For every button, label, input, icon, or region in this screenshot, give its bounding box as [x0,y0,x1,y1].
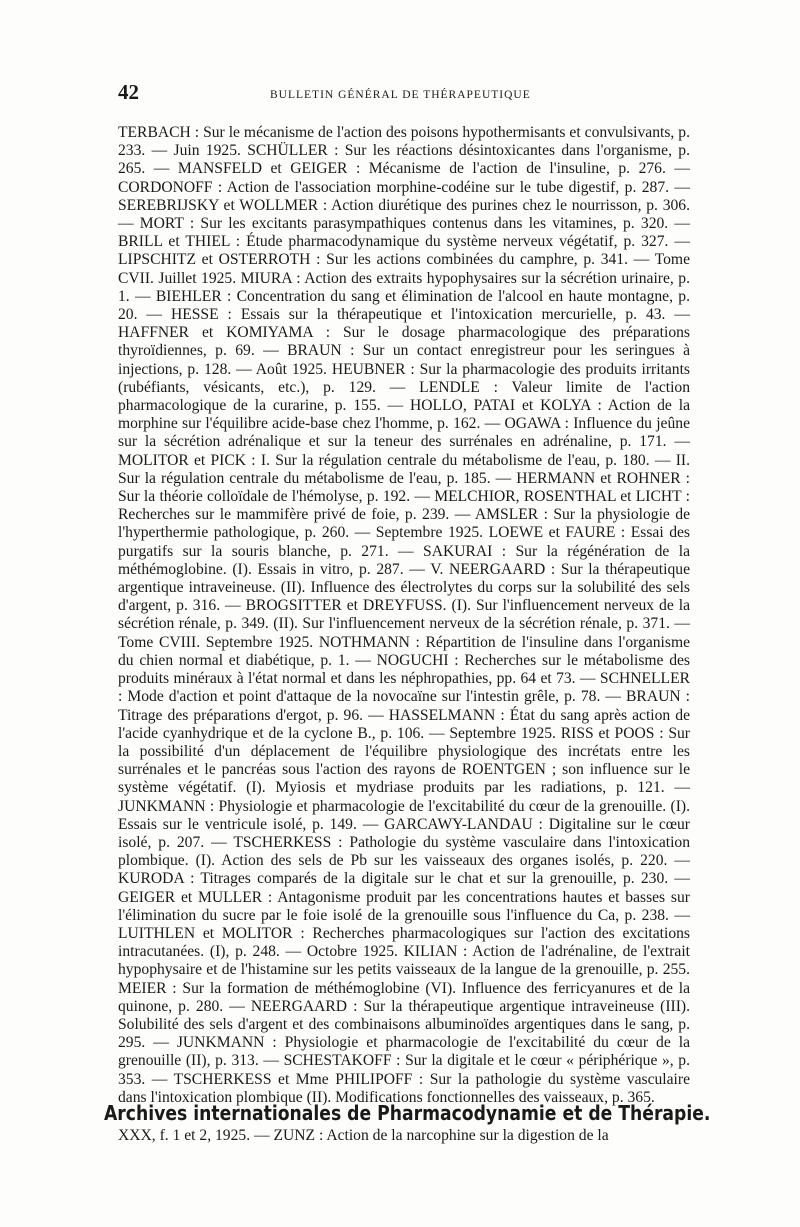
running-head: BULLETIN GÉNÉRAL DE THÉRAPEUTIQUE [270,89,531,101]
page-number: 42 [118,80,139,104]
abstracts-list [118,124,690,1107]
page-header [118,80,690,108]
section-heading: Archives internationales de Pharmacodynamie et de Thérapie. [104,1101,711,1125]
section-first-line: XXX, f. 1 et 2, 1925. — ZUNZ : Action de la narcophine sur la digestion de la [118,1127,609,1144]
abstracts-paragraph: TERBACH : Sur le mécanisme de l'action des poisons hypothermisants et convulsivants, p. 233. — Juin 1925. SCHÜLLER : Sur les réactions désintoxicantes dans l'organisme, p. 265. — MANSFELD et GEIGER : Mécanisme de l'action de l'insuline, p. 276. — CORDONOFF : Action de l'association morphine-codéine sur le tube digestif, p. 287. — SEREBRIJSKY et WOLLMER : Action diurétique des purines chez le nourrisson, p. 306. — MORT : Sur les excitants parasympathiques contenus dans les vitamines, p. 320. — BRILL et THIEL : Étude pharmacodynamique du système nerveux végétatif, p. 327. — LIPSCHITZ et OSTERROTH : Sur les actions combinées du camphre, p. 341. — Tome CVII. Juillet 1925. MIURA : Action des extraits hypophysaires sur la sécrétion urinaire, p. 1. — BIEHLER : Concentration du sang et élimination de l'alcool en haute montagne, p. 20. — HESSE : Essais sur la thérapeutique et l'intoxication mercurielle, p. 43. — HAFFNER et KOMIYAMA : Sur le dosage pharmacologique des préparations thyroïdiennes, p. 69. — BRAUN : Sur un contact enregistreur pour les seringues à injections, p. 128. — Août 1925. HEUBNER : Sur la pharmacologie des produits irritants (rubéfiants, vésicants, etc.), p. 129. — LENDLE : Valeur limite de l'action pharmacologique de la curarine, p. 155. — HOLLO, PATAI et KOLYA : Action de la morphine sur l'équilibre acide-base chez l'homme, p. 162. — OGAWA : Influence du jeûne sur la sécrétion adrénalique et sur la teneur des surrénales en adrénaline, p. 171. — MOLITOR et PICK : I. Sur la régulation centrale du métabolisme de l'eau, p. 180. — II. Sur la régulation centrale du métabolisme de l'eau, p. 185. — HERMANN et ROHNER : Sur la théorie colloïdale de l'hémolyse, p. 192. — MELCHIOR, ROSENTHAL et LICHT : Recherches sur le mammifère privé de foie, p. 239. — AMSLER : Sur la physiologie de l'hyperthermie pathologique, p. 260. — Septembre 1925. LOEWE et FAURE : Essai des purgatifs sur la souris blanche, p. 271. — SAKURAI : Sur la régénération de la méthémoglobine. (I). Essais in vitro, p. 287. — V. NEERGAARD : Sur la thérapeutique argentique intraveineuse. (II). Influence des électrolytes du corps sur la solubilité des sels d'argent, p. 316. — BROGSITTER et DREYFUSS. (I). Sur l'influencement nerveux de la sécrétion rénale, p. 349. (II). Sur l'influencement nerveux de la sécrétion rénale, p. 371. — Tome CVIII. Septembre 1925. NOTHMANN : Répartition de l'insuline dans l'organisme du chien normal et diabétique, p. 1. — NOGUCHI : Recherches sur le métabolisme des produits minéraux à l'état normal et dans les néphropathies, pp. 64 et 73. — SCHNELLER : Mode d'action et point d'attaque de la novocaïne sur l'intestin grêle, p. 78. — BRAUN : Titrage des préparations d'ergot, p. 96. — HASSELMANN : État du sang après action de l'acide cyanhydrique et de la cyclone B., p. 106. — Septembre 1925. RISS et POOS : Sur la possibilité d'un déplacement de l'équilibre physiologique des incrétats entre les surrénales et le pancréas sous l'action des rayons de ROENTGEN ; son influence sur le système végétatif. (I). Myiosis et mydriase produits par les radiations, p. 121. — JUNKMANN : Physiologie et pharmacologie de l'excitabilité du cœur de la grenouille. (I). Essais sur le ventricule isolé, p. 149. — GARCAWY-LANDAU : Digitaline sur le cœur isolé, p. 207. — TSCHERKESS : Pathologie du système vasculaire dans l'intoxication plombique. (I). Action des sels de Pb sur les vaisseaux des organes isolés, p. 220. — KURODA : Titrages comparés de la digitale sur le chat et sur la grenouille, p. 230. — GEIGER et MULLER : Antagonisme produit par les concentrations hautes et basses sur l'élimination du sucre par le foie isolé de la grenouille sous l'influence du Ca, p. 238. — LUITHLEN et MOLITOR : Recherches pharmacologiques sur l'action des excitations intracutanées. (I), p. 248. — Octobre 1925. KILIAN : Action de l'adrénaline, de l'extrait hypophysaire et de l'histamine sur les petits vaisseaux de la langue de la grenouille, p. 255. MEIER : Sur la formation de méthémoglobine (VI). Influence des ferricyanures et de la quinone, p. 280. — NEERGAARD : Sur la thérapeutique argentique intraveineuse (III). Solubilité des sels d'argent et des combinaisons albuminoïdes argentiques dans le sang, p. 295. — JUNKMANN : Physiologie et pharmacologie de l'excitabilité du cœur de la grenouille (II), p. 313. — SCHESTAKOFF : Sur la digitale et le cœur « périphérique », p. 353. — TSCHERKESS et Mme PHILIPOFF : Sur la pathologie du système vasculaire dans l'intoxication plombique (II). Modifications fonctionnelles des vaisseaux, p. 365. [118,124,690,1106]
